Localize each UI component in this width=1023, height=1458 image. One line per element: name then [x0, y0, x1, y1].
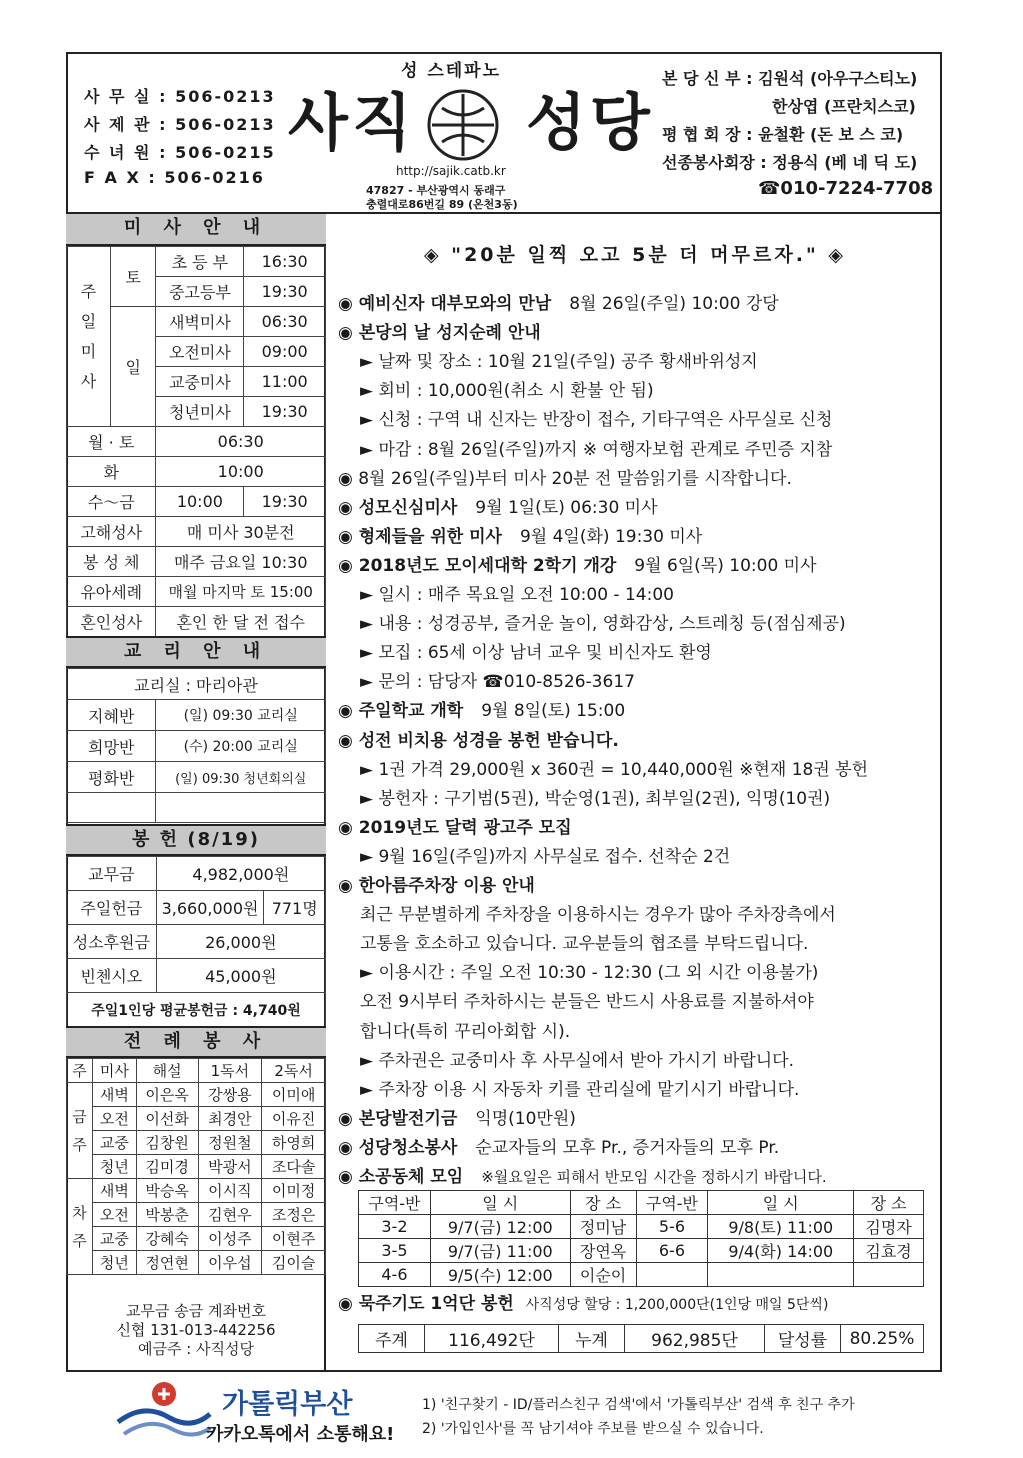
- footer-tip-1: 1) '친구찾기 - ID/플러스친구 검색'에서 '가톨릭부산' 검색 후 친구 추가: [422, 1397, 855, 1413]
- col-header: 구역-반: [359, 1191, 431, 1215]
- contact-office: 사 무 실 : 506-0213: [84, 87, 276, 106]
- class-time: (수) 20:00 교리실: [156, 731, 326, 762]
- offering-label: 빈첸시오: [67, 959, 157, 993]
- weekday-time: 19:30: [244, 487, 326, 517]
- reader-2: 김이슬: [262, 1251, 326, 1275]
- reader-1: 정원철: [198, 1131, 262, 1155]
- notice-item: [338, 727, 619, 756]
- brand-name: 가톨릭부산: [222, 1389, 353, 1420]
- notice-item: [360, 1076, 799, 1105]
- notice-text: ► 봉헌자 : 구기범(5권), 박순영(1권), 최부일(2권), 익명(10권): [360, 788, 831, 809]
- sacrament-label: 유아세례: [67, 577, 156, 607]
- notice-text: ► 문의 : 담당자 ☎010-8526-3617: [360, 672, 635, 693]
- class-time: (일) 09:30 청년회의실: [156, 762, 326, 793]
- phone-number: ☎010-7224-7708: [758, 178, 934, 199]
- offering-amount: 4,982,000원: [156, 857, 325, 891]
- notice-text: ◉ 본당의 날 성지순례 안내: [338, 323, 541, 344]
- notice-text: 오전 9시부터 주차하시는 분들은 반드시 사용료를 지불하셔야: [360, 992, 814, 1013]
- catholic-busan-logo-icon: [114, 1378, 214, 1444]
- group-cell: 김효경: [854, 1239, 924, 1263]
- commentator: 정연현: [136, 1251, 198, 1275]
- account-number: 신협 131-013-442256: [116, 1321, 276, 1339]
- mass-time: 19:30: [244, 397, 326, 427]
- notice-text: ► 신청 : 구역 내 신자는 반장이 접수, 기타구역은 사무실로 신청: [360, 410, 833, 431]
- address-line2: 충렬대로86번길 89 (온천3동): [366, 198, 518, 211]
- notice-text: 최근 무분별하게 주차장을 이용하시는 경우가 많아 주차장측에서: [360, 905, 836, 926]
- notice-text: ◉ 본당발전기금: [338, 1108, 458, 1129]
- notice-detail: 순교자들의 모후 Pr., 증거자들의 모후 Pr.: [475, 1137, 780, 1158]
- mass-slot: 오전: [92, 1107, 136, 1131]
- notice-text: 합니다(특히 꾸리아회합 시).: [360, 1021, 571, 1042]
- mass-time: 09:00: [244, 337, 326, 367]
- col-header: 2독서: [262, 1059, 326, 1083]
- rosary-value: 962,985단: [625, 1325, 765, 1353]
- group-cell: 장연옥: [570, 1239, 636, 1263]
- reader-2: 조다솔: [262, 1155, 326, 1179]
- col-header: 구역-반: [636, 1191, 708, 1215]
- group-cell: 3-2: [359, 1215, 431, 1239]
- mass-name: 청년미사: [156, 397, 244, 427]
- mass-slot: 교중: [92, 1131, 136, 1155]
- notice-text: ◉ 주일학교 개학: [338, 701, 464, 722]
- notice-text: ◉ 성전 비치용 성경을 봉헌 받습니다.: [338, 730, 619, 751]
- saturday-label: 토: [110, 247, 156, 307]
- notice-text: ► 1권 가격 29,000원 x 360권 = 10,440,000원 ※현재 18권 봉헌: [360, 759, 869, 780]
- contact-rectory: 사 제 관 : 506-0213: [84, 115, 276, 134]
- reader-1: 이성주: [198, 1227, 262, 1251]
- notice-text: ► 모집 : 65세 이상 남녀 교우 및 비신자도 환영: [360, 643, 712, 664]
- notice-detail: 8월 26일(주일) 10:00 강당: [569, 294, 779, 314]
- mass-slot: 오전: [92, 1203, 136, 1227]
- staff-assistant: 한상엽 (프란치스코): [772, 97, 916, 116]
- group-cell: 이순이: [570, 1263, 636, 1287]
- empty-cell: [156, 793, 326, 823]
- liturgy-header-row: [67, 1059, 326, 1083]
- group-cell: 정미남: [570, 1215, 636, 1239]
- sacrament-label: 봉 성 체: [67, 547, 156, 577]
- reader-2: 이현주: [262, 1227, 326, 1251]
- notice-item: [360, 639, 712, 668]
- notice-text: ◉ 8월 26일(주일)부터 미사 20분 전 말씀읽기를 시작합니다.: [338, 468, 792, 489]
- notice-detail: 익명(10만원): [475, 1108, 576, 1129]
- commentator: 이은옥: [136, 1083, 198, 1107]
- notice-text: ◉ 성당청소봉사: [338, 1137, 458, 1158]
- offering-amount: 45,000원: [156, 959, 325, 993]
- col-header: 주: [67, 1059, 93, 1083]
- class-name: 지혜반: [67, 700, 156, 731]
- notice-item: [360, 406, 832, 435]
- notice-item: [338, 552, 817, 581]
- group-cell: 9/5(수) 12:00: [430, 1263, 570, 1287]
- week-label: 금주: [67, 1083, 93, 1179]
- group-cell: [854, 1263, 924, 1287]
- notice-item: [360, 930, 808, 959]
- account-holder: 예금주 : 사직성당: [137, 1340, 255, 1358]
- offering-label: 주일헌금: [67, 891, 157, 925]
- mass-name: 새벽미사: [156, 307, 244, 337]
- mass-slot: 새벽: [92, 1083, 136, 1107]
- weekday-label: 화: [67, 457, 156, 487]
- col-header: 일 시: [708, 1191, 854, 1215]
- church-name-left: 사직: [288, 86, 416, 159]
- account-info: [66, 1302, 326, 1359]
- notice-item: [338, 1105, 576, 1134]
- group-cell: 9/4(화) 14:00: [708, 1239, 854, 1263]
- account-title: 교무금 송금 계좌번호: [126, 1302, 266, 1320]
- website-url[interactable]: http://sajik.catb.kr: [396, 164, 506, 178]
- col-header: 해설: [136, 1059, 198, 1083]
- notice-item: [360, 785, 830, 814]
- notice-item: [338, 290, 779, 319]
- notice-item: [360, 668, 635, 697]
- notice-item: [338, 697, 625, 726]
- notice-item: [338, 1134, 779, 1163]
- commentator: 김창원: [136, 1131, 198, 1155]
- class-name: 희망반: [67, 731, 156, 762]
- commentator: 박승옥: [136, 1179, 198, 1203]
- notice-detail: ※월요일은 피해서 반모임 시간을 정하시기 바랍니다.: [481, 1168, 827, 1186]
- liturgy-heading: 전 례 봉 사: [66, 1026, 326, 1058]
- group-cell: 6-6: [636, 1239, 708, 1263]
- offering-amount: 26,000원: [156, 925, 325, 959]
- rosary-label: 누계: [559, 1325, 625, 1353]
- footer-tip-2: 2) '가입인사'를 꼭 남기셔야 주보를 받으실 수 있습니다.: [422, 1421, 764, 1437]
- rosary-note: 사직성당 할당 : 1,200,000단(1인당 매일 5단씩): [525, 1297, 829, 1313]
- offering-amount: 3,660,000원: [156, 891, 264, 925]
- rosary-label: 주계: [359, 1325, 425, 1353]
- col-header: 1독서: [198, 1059, 262, 1083]
- group-cell: 5-6: [636, 1215, 708, 1239]
- notice-item: [360, 843, 730, 872]
- group-cell: 9/7(금) 12:00: [430, 1215, 570, 1239]
- commentator: 김미경: [136, 1155, 198, 1179]
- group-cell: 3-5: [359, 1239, 431, 1263]
- empty-cell: [67, 793, 156, 823]
- notice-text: ◉ 성모신심미사: [338, 497, 458, 518]
- offering-label: 성소후원금: [67, 925, 157, 959]
- offering-heading: 봉 헌 (8/19): [66, 824, 326, 856]
- weekday-time: 10:00: [156, 457, 326, 487]
- reader-1: 박광서: [198, 1155, 262, 1179]
- reader-1: 김현우: [198, 1203, 262, 1227]
- notice-item: [338, 465, 792, 494]
- mass-time: 11:00: [244, 367, 326, 397]
- notice-item: [360, 1047, 794, 1076]
- notice-text: ► 마감 : 8월 26일(주일)까지 ※ 여행자보험 관계로 주민증 지참: [360, 439, 833, 460]
- group-cell: 김명자: [854, 1215, 924, 1239]
- reader-2: 하영희: [262, 1131, 326, 1155]
- notice-item: [360, 581, 674, 610]
- doctrine-room: 교리실 : 마리아관: [67, 669, 326, 700]
- mass-table: [66, 246, 326, 637]
- staff-service: 선종봉사회장 : 정용식 (베 네 딕 도): [662, 153, 918, 172]
- doctrine-table: [66, 668, 326, 823]
- notice-text: 고통을 호소하고 있습니다. 교우분들의 협조를 부탁드립니다.: [360, 934, 809, 955]
- doctrine-heading: 교 리 안 내: [66, 636, 326, 668]
- notice-item: [338, 1163, 827, 1192]
- reader-1: 이시직: [198, 1179, 262, 1203]
- reader-2: 이미애: [262, 1083, 326, 1107]
- sacrament-info: 혼인 한 달 전 접수: [156, 607, 326, 637]
- footer: [66, 1372, 942, 1452]
- mass-slot: 청년: [92, 1155, 136, 1179]
- mass-slot: 새벽: [92, 1179, 136, 1203]
- col-header: 장 소: [854, 1191, 924, 1215]
- commentator: 강혜숙: [136, 1227, 198, 1251]
- notice-item: [360, 988, 814, 1017]
- sacrament-label: 혼인성사: [67, 607, 156, 637]
- notice-item: [338, 523, 702, 552]
- rosary-label: 달성률: [765, 1325, 841, 1353]
- weekday-label: 월 · 토: [67, 427, 156, 457]
- mass-slot: 교중: [92, 1227, 136, 1251]
- commentator: 박봉춘: [136, 1203, 198, 1227]
- group-cell: 9/7(금) 11:00: [430, 1239, 570, 1263]
- mass-time: 16:30: [244, 247, 326, 277]
- reader-2: 이미정: [262, 1179, 326, 1203]
- notice-text: ► 회비 : 10,000원(취소 시 환불 안 됨): [360, 381, 654, 402]
- group-cell: 9/8(토) 11:00: [708, 1215, 854, 1239]
- sacrament-info: 매 미사 30분전: [156, 517, 326, 547]
- notice-detail: 9월 1일(토) 06:30 미사: [475, 497, 658, 518]
- notice-item: [360, 959, 818, 988]
- mass-name: 오전미사: [156, 337, 244, 367]
- notice-item: [338, 319, 541, 348]
- mass-name: 교중미사: [156, 367, 244, 397]
- contact-convent: 수 녀 원 : 506-0215: [84, 143, 276, 162]
- church-logo-icon: [424, 86, 502, 164]
- notice-detail: 9월 8일(토) 15:00: [481, 701, 626, 722]
- notice-item: [360, 1018, 570, 1047]
- rosary-title: ◉ 묵주기도 1억단 봉헌 사직성당 할당 : 1,200,000단(1인당 매일 5단씩): [338, 1294, 829, 1314]
- col-header: 미사: [92, 1059, 136, 1083]
- weekday-label: 수～금: [67, 487, 156, 517]
- reader-1: 최경안: [198, 1107, 262, 1131]
- col-header: 장 소: [570, 1191, 636, 1215]
- attendance-count: 771명: [264, 891, 326, 925]
- notice-item: [360, 756, 868, 785]
- class-time: (일) 09:30 교리실: [156, 700, 326, 731]
- liturgy-table: [66, 1058, 326, 1275]
- contact-fax: F A X : 506-0216: [84, 168, 265, 187]
- notice-text: ◉ 2018년도 모이세대학 2학기 개강: [338, 555, 617, 576]
- offering-table: [66, 856, 326, 1027]
- mass-slot: 청년: [92, 1251, 136, 1275]
- average-offering: 주일1인당 평균봉헌금 : 4,740원: [67, 993, 326, 1027]
- group-cell: [708, 1263, 854, 1287]
- notice-item: [338, 814, 572, 843]
- theme-banner: ◈ "20분 일찍 오고 5분 더 머무르자." ◈: [423, 244, 847, 266]
- mass-time: 06:30: [244, 307, 326, 337]
- sacrament-info: 매월 마지막 토 15:00: [156, 577, 326, 607]
- commentator: 이선화: [136, 1107, 198, 1131]
- left-column: [66, 214, 326, 1372]
- notice-item: [338, 494, 658, 523]
- staff-pastor: 본 당 신 부 : 김원석 (아우구스티노): [662, 69, 918, 88]
- sunday-mass-label: 주일미사: [67, 247, 111, 427]
- notice-text: ◉ 예비신자 대부모와의 만남: [338, 294, 552, 314]
- header: [66, 52, 942, 214]
- weekday-time: 06:30: [156, 427, 326, 457]
- notice-text: ► 내용 : 성경공부, 즐거운 놀이, 영화감상, 스트레칭 등(점심제공): [360, 614, 846, 635]
- group-cell: 4-6: [359, 1263, 431, 1287]
- rosary-value: 80.25%: [841, 1325, 924, 1353]
- notice-text: ◉ 형제들을 위한 미사: [338, 526, 502, 547]
- notice-text: ► 주차장 이용 시 자동차 키를 관리실에 맡기시기 바랍니다.: [360, 1079, 800, 1100]
- notice-detail: 9월 6일(목) 10:00 미사: [634, 555, 817, 576]
- notice-item: [360, 436, 832, 465]
- rosary-table: [358, 1324, 924, 1353]
- sacrament-info: 매주 금요일 10:30: [156, 547, 326, 577]
- mass-name: 초 등 부: [156, 247, 244, 277]
- mass-name: 중고등부: [156, 277, 244, 307]
- staff-council: 평 협 회 장 : 윤철환 (돈 보 스 코): [662, 125, 904, 144]
- mass-heading: 미 사 안 내: [66, 214, 326, 246]
- address-line1: 47827 - 부산광역시 동래구: [366, 184, 506, 197]
- notice-text: ◉ 한아름주차장 이용 안내: [338, 876, 535, 896]
- notice-item: [338, 872, 535, 901]
- church-name-right: 성당: [526, 86, 654, 159]
- notice-item: [360, 377, 654, 406]
- church-subtitle: 성 스테파노: [401, 61, 502, 81]
- notice-text: ► 날짜 및 장소 : 10월 21일(주일) 공주 황새바위성지: [360, 352, 758, 373]
- reader-1: 강쌍용: [198, 1083, 262, 1107]
- notice-item: [360, 348, 758, 377]
- kakao-slogan: 카카오톡에서 소통해요!: [206, 1424, 395, 1445]
- rosary-value: 116,492단: [425, 1325, 559, 1353]
- offering-label: 교무금: [67, 857, 157, 891]
- reader-2: 이유진: [262, 1107, 326, 1131]
- group-cell: [636, 1263, 708, 1287]
- col-header: 일 시: [430, 1191, 570, 1215]
- weekday-time: 10:00: [156, 487, 244, 517]
- notice-text: ◉ 2019년도 달력 광고주 모집: [338, 817, 572, 838]
- notice-text: ► 9월 16일(주일)까지 사무실로 접수. 선착순 2건: [360, 846, 731, 867]
- reader-1: 이우섭: [198, 1251, 262, 1275]
- notice-item: [360, 610, 846, 639]
- notice-text: ► 이용시간 : 주일 오전 10:30 - 12:30 (그 외 시간 이용불가): [360, 963, 819, 984]
- class-name: 평화반: [67, 762, 156, 793]
- mass-time: 19:30: [244, 277, 326, 307]
- week-label: 차주: [67, 1179, 93, 1275]
- notice-text: ◉ 소공동체 모임: [338, 1167, 464, 1187]
- notice-item: [360, 901, 836, 930]
- sunday-label: 일: [110, 307, 156, 427]
- group-meeting-table: [358, 1190, 924, 1287]
- notice-detail: 9월 4일(화) 19:30 미사: [519, 526, 703, 547]
- notice-text: ► 일시 : 매주 목요일 오전 10:00 - 14:00: [360, 585, 674, 605]
- sacrament-label: 고해성사: [67, 517, 156, 547]
- reader-2: 조정은: [262, 1203, 326, 1227]
- notice-text: ► 주차권은 교중미사 후 사무실에서 받아 가시기 바랍니다.: [360, 1050, 795, 1071]
